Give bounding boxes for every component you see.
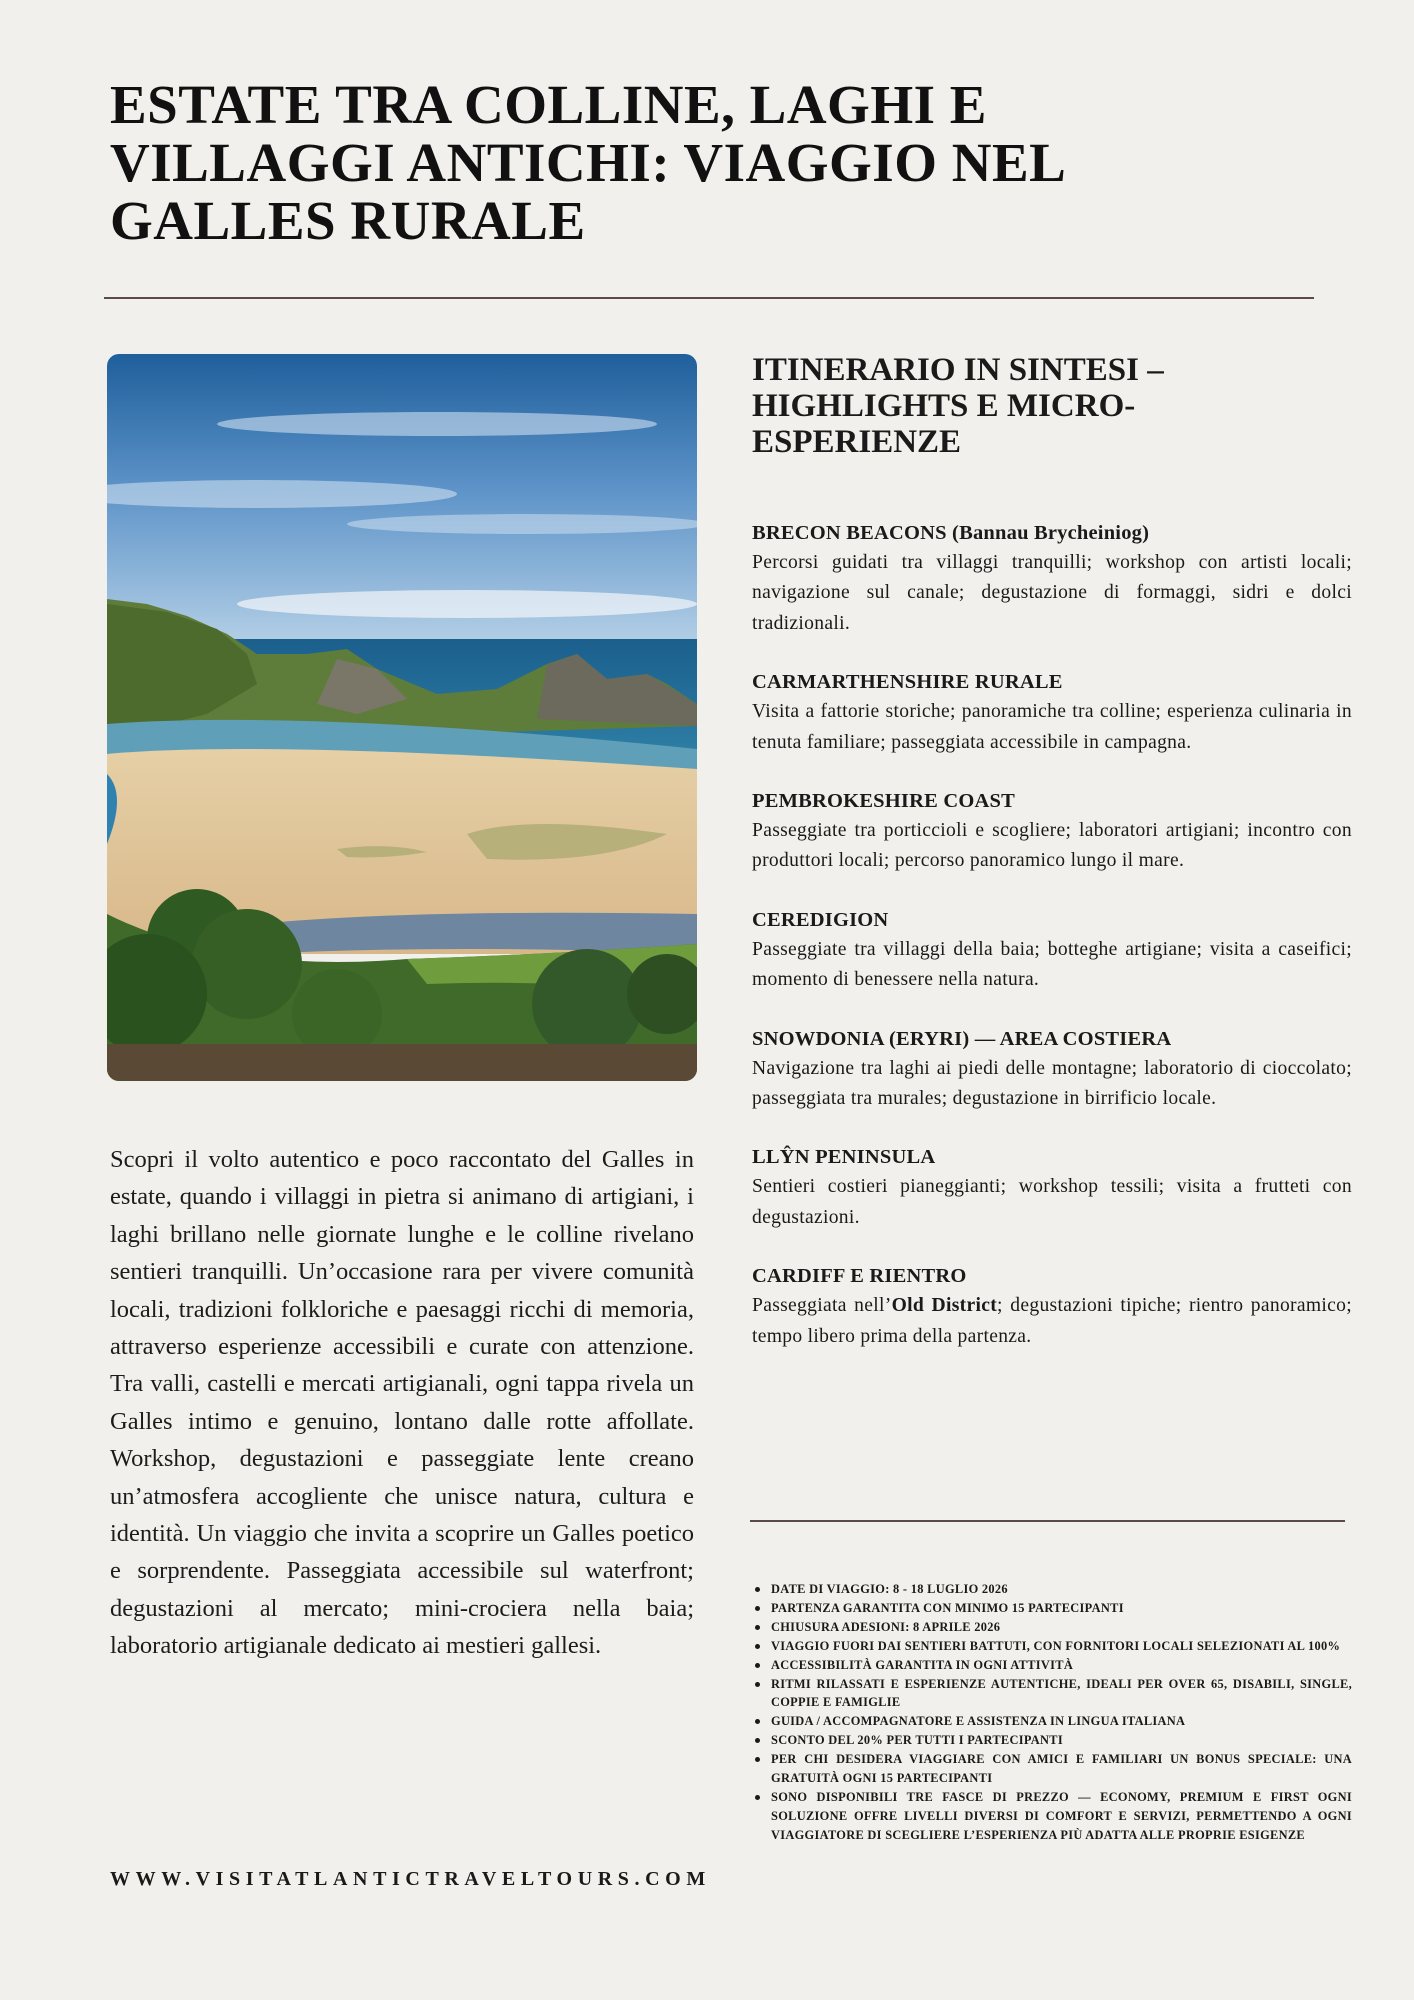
trip-facts-list xyxy=(752,1580,1352,1845)
coastal-bay-photo xyxy=(107,354,697,1081)
section-heading: PEMBROKESHIRE COAST xyxy=(752,790,1015,813)
section-text: Percorsi guidati tra villaggi tranquilli; workshop con artisti locali; navigazione sul canale; degustazione di formaggi, sidri e dolci tradizionali. xyxy=(752,552,1352,634)
section-snowdonia xyxy=(752,1024,1352,1115)
fact-item: DATE DI VIAGGIO: 8 - 18 LUGLIO 2026 xyxy=(752,1580,1352,1599)
section-text-start: Passeggiata nell’ xyxy=(752,1295,892,1317)
fact-item: GUIDA / ACCOMPAGNATORE E ASSISTENZA IN LINGUA ITALIANA xyxy=(752,1712,1352,1731)
fact-item: SCONTO DEL 20% PER TUTTI I PARTECIPANTI xyxy=(752,1731,1352,1750)
page-title: ESTATE TRA COLLINE, LAGHI E VILLAGGI ANTICHI: VIAGGIO NEL GALLES RURALE xyxy=(110,74,1064,251)
section-pembrokeshire xyxy=(752,786,1352,877)
section-brecon-beacons xyxy=(752,518,1352,639)
section-heading: CARDIFF E RIENTRO xyxy=(752,1265,967,1288)
section-text: Passeggiate tra porticcioli e scogliere; laboratori artigiani; incontro con produttori locali; percorso panoramico lungo il mare. xyxy=(752,820,1352,872)
fact-item: VIAGGIO FUORI DAI SENTIERI BATTUTI, CON FORNITORI LOCALI SELEZIONATI AL 100% xyxy=(752,1637,1352,1656)
section-ceredigion xyxy=(752,905,1352,996)
section-carmarthenshire xyxy=(752,667,1352,758)
fact-item: PER CHI DESIDERA VIAGGIARE CON AMICI E FAMILIARI UN BONUS SPECIALE: UNA GRATUITÀ OGNI 15 PARTECIPANTI xyxy=(752,1750,1352,1788)
fact-item: SONO DISPONIBILI TRE FASCE DI PREZZO — ECONOMY, PREMIUM E FIRST OGNI SOLUZIONE OFFRE LIVELLI DIVERSI DI COMFORT E SERVIZI, PERMETTENDO A OGNI VIAGGIATORE DI SCEGLIERE L’ESPERIENZA PIÙ ADATTA ALLE PROPRIE ESIGENZE xyxy=(752,1788,1352,1845)
old-district-highlight: Old District xyxy=(891,1295,998,1317)
itinerary-title: ITINERARIO IN SINTESI – HIGHLIGHTS E MICRO-ESPERIENZE xyxy=(752,352,1164,460)
fact-item: RITMI RILASSATI E ESPERIENZE AUTENTICHE, IDEALI PER OVER 65, DISABILI, SINGLE, COPPIE E FAMIGLIE xyxy=(752,1675,1352,1713)
section-heading: CEREDIGION xyxy=(752,908,889,931)
section-text xyxy=(752,1291,1352,1352)
website-link[interactable]: WWW.VISITATLANTICTRAVELTOURS.COM xyxy=(110,1868,711,1890)
section-cardiff xyxy=(752,1261,1352,1352)
title-divider xyxy=(104,297,1314,299)
section-llyn-peninsula xyxy=(752,1142,1352,1233)
section-text: Passeggiate tra villaggi della baia; botteghe artigiane; visita a caseifici; momento di benessere nella natura. xyxy=(752,938,1352,991)
intro-paragraph: Scopri il volto autentico e poco raccontato del Galles in estate, quando i villaggi in pietra si animano di artigiani, i laghi brillano nelle giornate lunghe e le colline rivelano sentieri tranquilli. Un’occasione rara per vivere comunità locali, tradizioni folkloriche e paesaggi ricchi di memoria, attraverso esperienze accessibili e curate con attenzione. Tra valli, castelli e mercati artigianali, ogni tappa rivela un Galles intimo e genuino, lontano dalle rotte affollate. Workshop, degustazioni e passeggiate lente creano un’atmosfera accogliente che unisce natura, cultura e identità. Un viaggio che invita a scoprire un Galles poetico e sorprendente. Passeggiata accessibile sul waterfront; degustazioni al mercato; mini-crociera nella baia; laboratorio artigianale dedicato ai mestieri gallesi. xyxy=(110,1146,694,1660)
facts-divider xyxy=(750,1520,1345,1522)
section-text: Visita a fattorie storiche; panoramiche tra colline; esperienza culinaria in tenuta familiare; passeggiata accessibile in campagna. xyxy=(752,701,1352,753)
section-text: Navigazione tra laghi ai piedi delle montagne; laboratorio di cioccolato; passeggiata tra murales; degustazione in birrificio locale. xyxy=(752,1057,1352,1110)
section-heading: SNOWDONIA (ERYRI) — AREA COSTIERA xyxy=(752,1027,1172,1050)
section-heading: LLŶN PENINSULA xyxy=(752,1146,936,1169)
itinerary-sections xyxy=(752,518,1352,1380)
fact-item: PARTENZA GARANTITA CON MINIMO 15 PARTECIPANTI xyxy=(752,1599,1352,1618)
section-heading: BRECON BEACONS (Bannau Brycheiniog) xyxy=(752,522,1150,544)
section-heading: CARMARTHENSHIRE RURALE xyxy=(752,671,1063,694)
fact-item: ACCESSIBILITÀ GARANTITA IN OGNI ATTIVITÀ xyxy=(752,1656,1352,1675)
fact-item: CHIUSURA ADESIONI: 8 APRILE 2026 xyxy=(752,1618,1352,1637)
section-text-end: ; degustazioni tipiche; rientro panoramico; tempo libero prima della partenza. xyxy=(752,1295,1352,1347)
section-text: Sentieri costieri pianeggianti; workshop tessili; visita a frutteti con degustazioni. xyxy=(752,1176,1352,1228)
